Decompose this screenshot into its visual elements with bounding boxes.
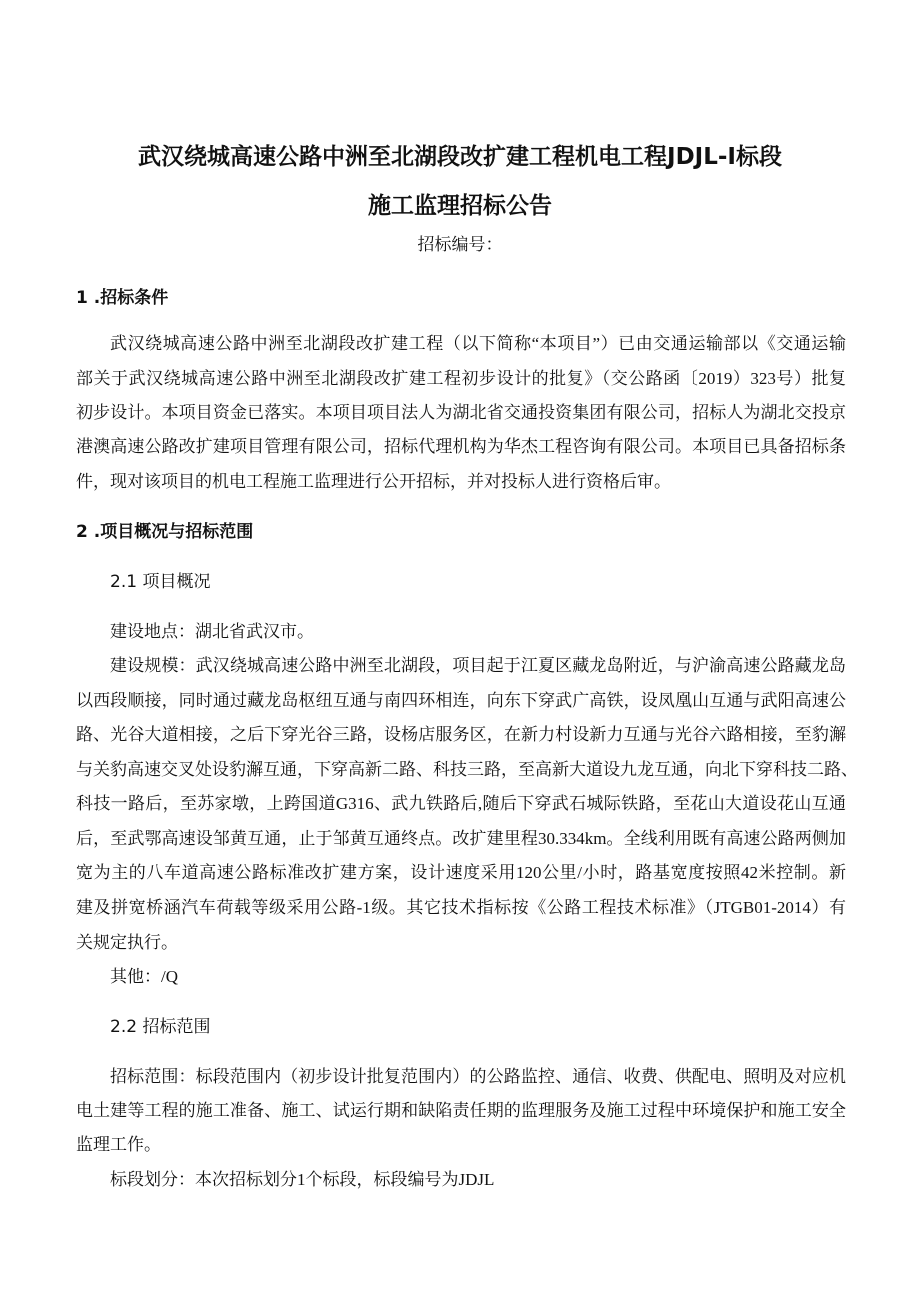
paragraph-line: 后，至武鄂高速设邹黄互通，止于邹黄互通终点。改扩建里程30.334km。全线利用既有高速公路两侧加 <box>76 829 846 848</box>
section-2-1-heading: 2.1 项目概况 <box>110 572 211 592</box>
document-title: 武汉绕城高速公路中洲至北湖段改扩建工程机电工程JDJL-I标段 <box>138 144 782 170</box>
paragraph-line: 以西段顺接，同时通过藏龙岛枢纽互通与南四环相连，向东下穿武广高铁，设凤凰山互通与武阳高速公 <box>76 691 846 710</box>
section-2-2-heading: 2.2 招标范围 <box>110 1017 211 1037</box>
paragraph-line: 建设规模：武汉绕城高速公路中洲至北湖段，项目起于江夏区藏龙岛附近，与沪渝高速公路藏龙岛 <box>110 656 846 675</box>
paragraph-line: 路、光谷大道相接，之后下穿光谷三路，设杨店服务区，在新力村设新力互通与光谷六路相接，至豹澥 <box>76 725 846 744</box>
paragraph-line: 科技一路后，至苏家墩，上跨国道G316、武九铁路后,随后下穿武石城际铁路，至花山大道设花山互通 <box>76 794 846 813</box>
paragraph-line: 武汉绕城高速公路中洲至北湖段改扩建工程（以下简称“本项目”）已由交通运输部以《交通运输 <box>110 334 846 353</box>
paragraph-line: 部关于武汉绕城高速公路中洲至北湖段改扩建工程初步设计的批复》（交公路函〔2019）323号）批复 <box>76 369 846 388</box>
tender-number-label: 招标编号： <box>417 235 503 254</box>
section-division: 标段划分：本次招标划分1个标段，标段编号为JDJL <box>110 1170 495 1189</box>
document-subtitle: 施工监理招标公告 <box>368 193 552 219</box>
paragraph-line: 关规定执行。 <box>76 933 178 952</box>
paragraph-line: 电土建等工程的施工准备、施工、试运行期和缺陷责任期的监理服务及施工过程中环境保护和施工安全 <box>76 1101 846 1120</box>
paragraph-line: 港澳高速公路改扩建项目管理有限公司，招标代理机构为华杰工程咨询有限公司。本项目已具备招标条 <box>76 437 846 456</box>
paragraph-line: 与关豹高速交叉处设豹澥互通，下穿高新二路、科技三路，至高新大道设九龙互通，向北下穿科技二路、 <box>76 760 858 779</box>
paragraph-line: 初步设计。本项目资金已落实。本项目项目法人为湖北省交通投资集团有限公司，招标人为湖北交投京 <box>76 403 846 422</box>
other-info: 其他：/Q <box>110 967 178 986</box>
section-2-heading: 2 .项目概况与招标范围 <box>76 522 254 542</box>
construction-location: 建设地点：湖北省武汉市。 <box>110 622 314 641</box>
paragraph-line: 招标范围：标段范围内（初步设计批复范围内）的公路监控、通信、收费、供配电、照明及对应机 <box>110 1067 846 1086</box>
paragraph-line: 件，现对该项目的机电工程施工监理进行公开招标，并对投标人进行资格后审。 <box>76 472 671 491</box>
paragraph-line: 宽为主的八车道高速公路标准改扩建方案，设计速度采用120公里/小时，路基宽度按照42米控制。新 <box>76 863 846 882</box>
paragraph-line: 监理工作。 <box>76 1135 161 1154</box>
section-1-heading: 1 .招标条件 <box>76 288 169 308</box>
paragraph-line: 建及拼宽桥涵汽车荷载等级采用公路-1级。其它技术指标按《公路工程技术标准》（JTGB01-2014）有 <box>76 898 846 917</box>
